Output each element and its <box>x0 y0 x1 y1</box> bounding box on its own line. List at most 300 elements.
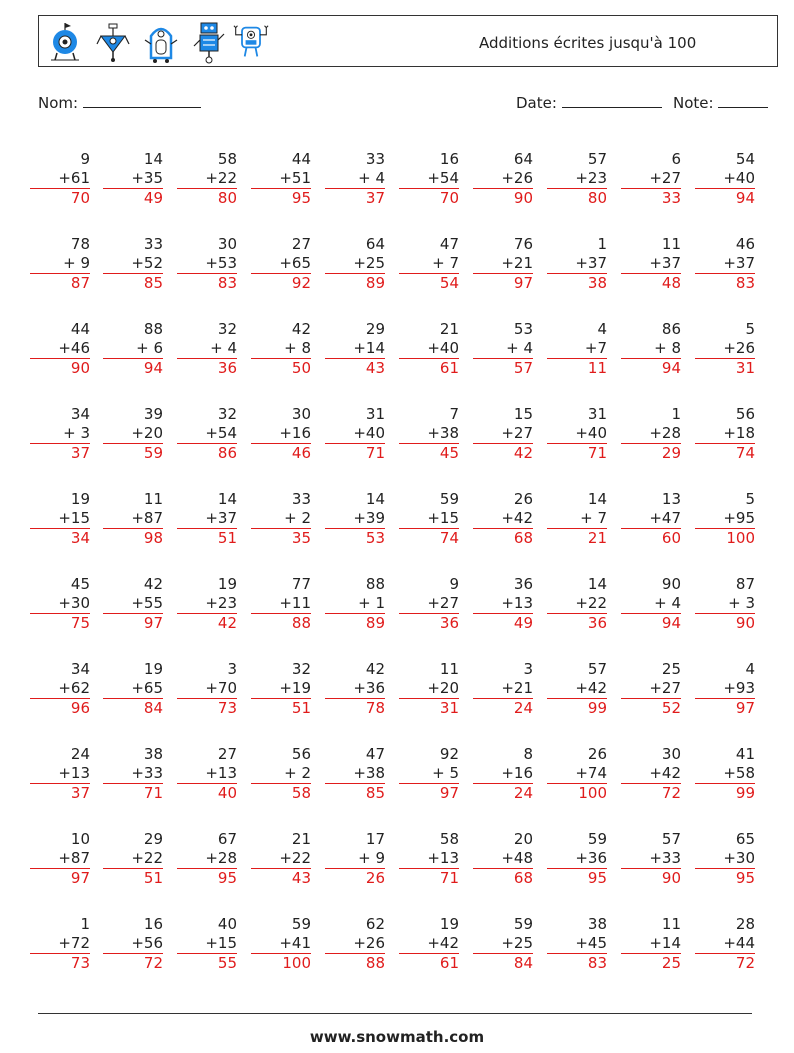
answer[interactable]: 87 <box>30 273 90 292</box>
problem <box>325 150 385 207</box>
problem <box>473 660 533 717</box>
problem <box>621 830 681 887</box>
problem <box>399 405 459 462</box>
problem <box>30 660 90 717</box>
addend-top: 56 <box>735 405 755 423</box>
addend-bottom: +87 <box>58 849 90 867</box>
addend-top: 17 <box>365 830 385 848</box>
answer[interactable]: 83 <box>695 273 755 292</box>
problem <box>177 830 237 887</box>
addend-top: 65 <box>735 830 755 848</box>
addend-top: 86 <box>661 320 681 338</box>
addend-top: 32 <box>217 320 237 338</box>
answer[interactable]: 49 <box>103 188 163 207</box>
addend-top: 42 <box>365 660 385 678</box>
addend-top: 41 <box>735 745 755 763</box>
answer[interactable]: 53 <box>325 528 385 547</box>
answer[interactable]: 38 <box>547 273 607 292</box>
addend-top: 4 <box>745 660 755 678</box>
addend-top: 58 <box>439 830 459 848</box>
problem <box>325 745 385 802</box>
problem <box>103 830 163 887</box>
answer[interactable]: 94 <box>695 188 755 207</box>
addend-bottom: +23 <box>205 594 237 612</box>
problem <box>30 320 90 377</box>
problem <box>547 660 607 717</box>
addend-bottom: +51 <box>279 169 311 187</box>
answer[interactable]: 97 <box>30 868 90 887</box>
addend-top: 21 <box>439 320 459 338</box>
answer[interactable]: 36 <box>399 613 459 632</box>
problem <box>251 490 311 547</box>
addend-bottom: +74 <box>575 764 607 782</box>
addend-top: 59 <box>291 915 311 933</box>
addend-bottom: +44 <box>723 934 755 952</box>
problem <box>695 915 755 972</box>
problem <box>325 320 385 377</box>
answer[interactable]: 57 <box>473 358 533 377</box>
addend-top: 9 <box>80 150 90 168</box>
answer[interactable]: 71 <box>399 868 459 887</box>
addend-top: 44 <box>291 150 311 168</box>
addend-top: 3 <box>227 660 237 678</box>
addend-top: 24 <box>70 745 90 763</box>
answer[interactable]: 70 <box>399 188 459 207</box>
answer[interactable]: 95 <box>251 188 311 207</box>
answer[interactable]: 97 <box>103 613 163 632</box>
addend-top: 59 <box>587 830 607 848</box>
problem <box>30 405 90 462</box>
answer[interactable]: 11 <box>547 358 607 377</box>
addend-bottom: +21 <box>501 679 533 697</box>
addend-top: 7 <box>449 405 459 423</box>
problem <box>103 150 163 207</box>
problem <box>30 235 90 292</box>
problem <box>547 745 607 802</box>
addend-top: 58 <box>217 150 237 168</box>
addend-bottom: + 2 <box>284 764 311 782</box>
problem <box>695 745 755 802</box>
answer[interactable]: 29 <box>621 443 681 462</box>
addend-bottom: +47 <box>649 509 681 527</box>
addend-top: 1 <box>671 405 681 423</box>
answer[interactable]: 83 <box>547 953 607 972</box>
addend-bottom: +23 <box>575 169 607 187</box>
addend-bottom: +25 <box>501 934 533 952</box>
addend-top: 6 <box>671 150 681 168</box>
answer[interactable]: 72 <box>621 783 681 802</box>
addend-top: 92 <box>439 745 459 763</box>
answer[interactable]: 94 <box>621 613 681 632</box>
addend-bottom: + 4 <box>210 339 237 357</box>
addend-top: 36 <box>513 575 533 593</box>
answer[interactable]: 70 <box>30 188 90 207</box>
addend-top: 11 <box>661 235 681 253</box>
problem <box>251 405 311 462</box>
answer[interactable]: 97 <box>399 783 459 802</box>
problem <box>621 490 681 547</box>
answer[interactable]: 31 <box>695 358 755 377</box>
problem <box>547 575 607 632</box>
addend-bottom: +33 <box>649 849 681 867</box>
answer[interactable]: 83 <box>177 273 237 292</box>
answer[interactable]: 43 <box>251 868 311 887</box>
answer[interactable]: 80 <box>177 188 237 207</box>
addend-top: 77 <box>291 575 311 593</box>
answer[interactable]: 95 <box>695 868 755 887</box>
answer[interactable]: 97 <box>695 698 755 717</box>
answer[interactable]: 37 <box>30 783 90 802</box>
addend-top: 56 <box>291 745 311 763</box>
addend-bottom: + 5 <box>432 764 459 782</box>
addend-top: 57 <box>661 830 681 848</box>
addend-top: 46 <box>735 235 755 253</box>
addend-top: 57 <box>587 660 607 678</box>
addend-top: 30 <box>217 235 237 253</box>
answer[interactable]: 50 <box>251 358 311 377</box>
problem <box>103 235 163 292</box>
answer[interactable]: 35 <box>251 528 311 547</box>
addend-top: 38 <box>587 915 607 933</box>
addend-bottom: +45 <box>575 934 607 952</box>
answer[interactable]: 25 <box>621 953 681 972</box>
addend-bottom: +15 <box>205 934 237 952</box>
answer[interactable]: 61 <box>399 953 459 972</box>
addend-bottom: +40 <box>723 169 755 187</box>
answer[interactable]: 90 <box>621 868 681 887</box>
addend-bottom: +87 <box>131 509 163 527</box>
addend-bottom: +18 <box>723 424 755 442</box>
addend-top: 47 <box>439 235 459 253</box>
answer[interactable]: 73 <box>177 698 237 717</box>
addend-bottom: +40 <box>575 424 607 442</box>
addend-bottom: +22 <box>131 849 163 867</box>
addend-bottom: +37 <box>649 254 681 272</box>
addend-top: 3 <box>523 660 533 678</box>
answer[interactable]: 100 <box>547 783 607 802</box>
addend-top: 31 <box>587 405 607 423</box>
addend-top: 90 <box>661 575 681 593</box>
addend-top: 62 <box>365 915 385 933</box>
addend-top: 29 <box>143 830 163 848</box>
answer[interactable]: 48 <box>621 273 681 292</box>
answer[interactable]: 34 <box>30 528 90 547</box>
problem <box>251 830 311 887</box>
addend-bottom: +61 <box>58 169 90 187</box>
addend-bottom: +7 <box>584 339 607 357</box>
addend-top: 30 <box>291 405 311 423</box>
answer[interactable]: 55 <box>177 953 237 972</box>
answer[interactable]: 80 <box>547 188 607 207</box>
answer[interactable]: 68 <box>473 868 533 887</box>
answer[interactable]: 96 <box>30 698 90 717</box>
problem <box>399 575 459 632</box>
answer[interactable]: 68 <box>473 528 533 547</box>
answer[interactable]: 72 <box>103 953 163 972</box>
addend-bottom: +42 <box>501 509 533 527</box>
answer[interactable]: 84 <box>103 698 163 717</box>
answer[interactable]: 52 <box>621 698 681 717</box>
problem <box>695 320 755 377</box>
problem <box>547 150 607 207</box>
answer[interactable]: 58 <box>251 783 311 802</box>
problem <box>473 745 533 802</box>
answer[interactable]: 54 <box>399 273 459 292</box>
answer[interactable]: 72 <box>695 953 755 972</box>
addend-top: 34 <box>70 660 90 678</box>
answer[interactable]: 42 <box>177 613 237 632</box>
problem <box>547 320 607 377</box>
addend-top: 14 <box>217 490 237 508</box>
answer[interactable]: 51 <box>103 868 163 887</box>
addend-bottom: +27 <box>427 594 459 612</box>
addend-bottom: +26 <box>353 934 385 952</box>
addend-top: 47 <box>365 745 385 763</box>
problem <box>251 660 311 717</box>
problem <box>103 405 163 462</box>
addend-bottom: +40 <box>427 339 459 357</box>
answer[interactable]: 24 <box>473 698 533 717</box>
addend-bottom: +38 <box>353 764 385 782</box>
addend-bottom: +55 <box>131 594 163 612</box>
problem <box>251 745 311 802</box>
answer[interactable]: 73 <box>30 953 90 972</box>
addend-top: 1 <box>80 915 90 933</box>
addend-bottom: +13 <box>501 594 533 612</box>
answer[interactable]: 89 <box>325 273 385 292</box>
problem <box>177 915 237 972</box>
addend-bottom: +93 <box>723 679 755 697</box>
addend-top: 53 <box>513 320 533 338</box>
answer[interactable]: 45 <box>399 443 459 462</box>
problem <box>251 320 311 377</box>
addend-bottom: + 9 <box>358 849 385 867</box>
answer[interactable]: 74 <box>399 528 459 547</box>
answer[interactable]: 37 <box>325 188 385 207</box>
answer[interactable]: 84 <box>473 953 533 972</box>
addend-bottom: +13 <box>427 849 459 867</box>
answer[interactable]: 89 <box>325 613 385 632</box>
answer[interactable]: 95 <box>177 868 237 887</box>
addend-bottom: +28 <box>205 849 237 867</box>
answer[interactable]: 97 <box>473 273 533 292</box>
addend-bottom: +20 <box>131 424 163 442</box>
addend-bottom: +16 <box>279 424 311 442</box>
addend-bottom: + 4 <box>654 594 681 612</box>
footer-url[interactable]: www.snowmath.com <box>309 1028 485 1046</box>
answer[interactable]: 71 <box>103 783 163 802</box>
problem <box>103 575 163 632</box>
addend-bottom: + 8 <box>284 339 311 357</box>
addend-top: 64 <box>365 235 385 253</box>
problem <box>695 660 755 717</box>
addend-top: 45 <box>70 575 90 593</box>
addend-bottom: +25 <box>353 254 385 272</box>
problem <box>103 490 163 547</box>
problem <box>30 490 90 547</box>
answer[interactable]: 90 <box>30 358 90 377</box>
addend-top: 29 <box>365 320 385 338</box>
problem <box>251 575 311 632</box>
problem <box>177 575 237 632</box>
problem <box>30 575 90 632</box>
answer[interactable]: 42 <box>473 443 533 462</box>
addend-bottom: +54 <box>205 424 237 442</box>
addend-bottom: + 2 <box>284 509 311 527</box>
problem <box>547 915 607 972</box>
answer[interactable]: 94 <box>103 358 163 377</box>
addend-bottom: +22 <box>279 849 311 867</box>
answer[interactable]: 33 <box>621 188 681 207</box>
answer[interactable]: 46 <box>251 443 311 462</box>
answer[interactable]: 36 <box>547 613 607 632</box>
addend-bottom: +28 <box>649 424 681 442</box>
problem <box>30 150 90 207</box>
addend-bottom: + 4 <box>506 339 533 357</box>
answer[interactable]: 94 <box>621 358 681 377</box>
addend-bottom: +37 <box>205 509 237 527</box>
addend-top: 21 <box>291 830 311 848</box>
answer[interactable]: 60 <box>621 528 681 547</box>
problem <box>695 235 755 292</box>
answer[interactable]: 71 <box>325 443 385 462</box>
problem <box>621 235 681 292</box>
problem <box>621 405 681 462</box>
addend-top: 14 <box>587 490 607 508</box>
addend-top: 31 <box>365 405 385 423</box>
problem <box>251 150 311 207</box>
answer[interactable]: 24 <box>473 783 533 802</box>
addend-bottom: +30 <box>723 849 755 867</box>
answer[interactable]: 85 <box>325 783 385 802</box>
addend-bottom: + 4 <box>358 169 385 187</box>
addend-top: 88 <box>365 575 385 593</box>
answer[interactable]: 75 <box>30 613 90 632</box>
problem <box>473 405 533 462</box>
addend-bottom: +21 <box>501 254 533 272</box>
answer[interactable]: 26 <box>325 868 385 887</box>
answer[interactable]: 92 <box>251 273 311 292</box>
problem <box>325 660 385 717</box>
answer[interactable]: 49 <box>473 613 533 632</box>
problem <box>695 150 755 207</box>
name-label: Nom: <box>38 94 79 112</box>
problem <box>621 575 681 632</box>
addend-bottom: +40 <box>353 424 385 442</box>
answer[interactable]: 21 <box>547 528 607 547</box>
addend-top: 64 <box>513 150 533 168</box>
answer[interactable]: 40 <box>177 783 237 802</box>
problem <box>547 830 607 887</box>
problem <box>399 320 459 377</box>
problem <box>251 915 311 972</box>
addend-top: 32 <box>217 405 237 423</box>
answer[interactable]: 59 <box>103 443 163 462</box>
addend-top: 20 <box>513 830 533 848</box>
addend-top: 19 <box>439 915 459 933</box>
addend-top: 88 <box>143 320 163 338</box>
problem <box>103 745 163 802</box>
addend-bottom: +16 <box>501 764 533 782</box>
addend-top: 42 <box>143 575 163 593</box>
answer[interactable]: 90 <box>695 613 755 632</box>
answer[interactable]: 43 <box>325 358 385 377</box>
problem <box>251 235 311 292</box>
addend-bottom: +37 <box>723 254 755 272</box>
addend-bottom: +22 <box>575 594 607 612</box>
addend-bottom: +41 <box>279 934 311 952</box>
addend-bottom: +42 <box>427 934 459 952</box>
addend-bottom: +62 <box>58 679 90 697</box>
answer[interactable]: 100 <box>695 528 755 547</box>
problem <box>621 915 681 972</box>
answer[interactable]: 74 <box>695 443 755 462</box>
answer[interactable]: 61 <box>399 358 459 377</box>
addend-bottom: +39 <box>353 509 385 527</box>
answer[interactable]: 37 <box>30 443 90 462</box>
addend-top: 14 <box>143 150 163 168</box>
problem <box>473 575 533 632</box>
problem <box>473 830 533 887</box>
addend-bottom: +27 <box>501 424 533 442</box>
addend-bottom: +42 <box>649 764 681 782</box>
problem <box>473 490 533 547</box>
answer[interactable]: 100 <box>251 953 311 972</box>
answer[interactable]: 36 <box>177 358 237 377</box>
addend-top: 78 <box>70 235 90 253</box>
answer[interactable]: 88 <box>325 953 385 972</box>
addend-bottom: +48 <box>501 849 533 867</box>
answer[interactable]: 85 <box>103 273 163 292</box>
addend-bottom: +52 <box>131 254 163 272</box>
answer[interactable]: 99 <box>547 698 607 717</box>
addend-top: 16 <box>143 915 163 933</box>
answer[interactable]: 88 <box>251 613 311 632</box>
addend-bottom: +15 <box>427 509 459 527</box>
problem <box>399 490 459 547</box>
answer[interactable]: 98 <box>103 528 163 547</box>
addend-top: 76 <box>513 235 533 253</box>
answer[interactable]: 71 <box>547 443 607 462</box>
answer[interactable]: 51 <box>177 528 237 547</box>
addend-top: 13 <box>661 490 681 508</box>
problem <box>547 490 607 547</box>
problem <box>473 915 533 972</box>
answer[interactable]: 99 <box>695 783 755 802</box>
addend-top: 38 <box>143 745 163 763</box>
answer[interactable]: 90 <box>473 188 533 207</box>
answer[interactable]: 86 <box>177 443 237 462</box>
problem <box>177 660 237 717</box>
addend-bottom: +72 <box>58 934 90 952</box>
addend-top: 8 <box>523 745 533 763</box>
problem <box>325 830 385 887</box>
problem <box>547 235 607 292</box>
addend-bottom: +19 <box>279 679 311 697</box>
answer[interactable]: 31 <box>399 698 459 717</box>
problem <box>103 915 163 972</box>
problem <box>621 745 681 802</box>
addend-top: 15 <box>513 405 533 423</box>
problem <box>325 915 385 972</box>
answer[interactable]: 51 <box>251 698 311 717</box>
answer[interactable]: 95 <box>547 868 607 887</box>
problem <box>621 660 681 717</box>
answer[interactable]: 78 <box>325 698 385 717</box>
addend-bottom: +35 <box>131 169 163 187</box>
addend-bottom: +53 <box>205 254 237 272</box>
addend-top: 11 <box>439 660 459 678</box>
